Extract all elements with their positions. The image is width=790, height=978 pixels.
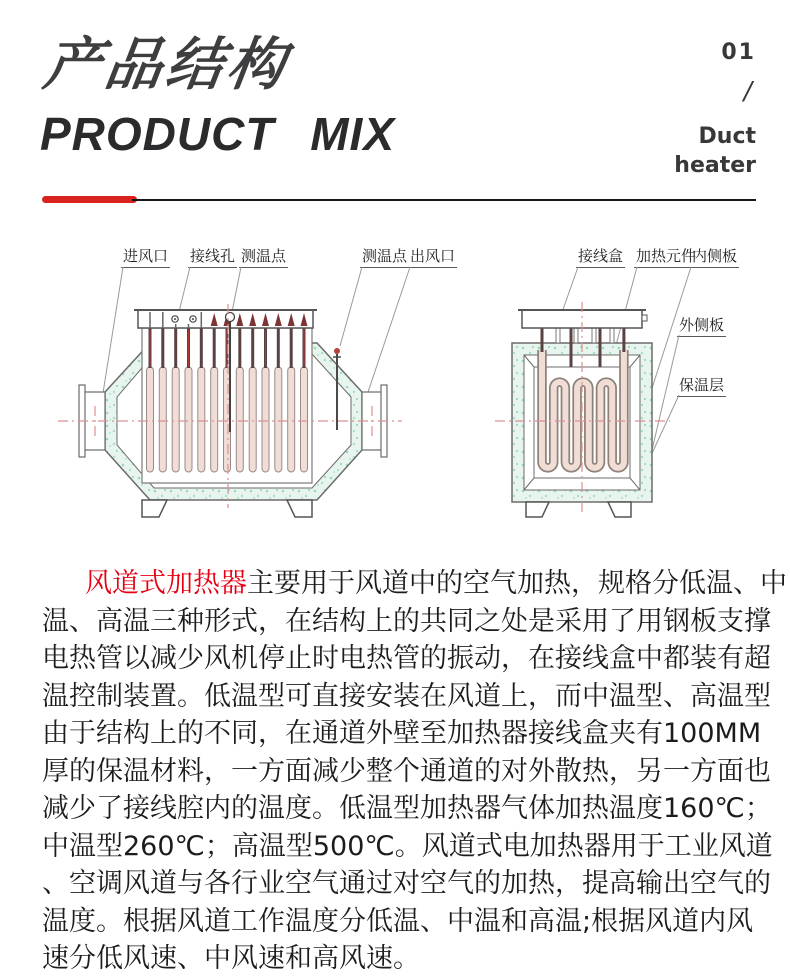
highlighted-product-name: 风道式加热器 (85, 568, 247, 599)
divider-line (132, 199, 756, 201)
body-text-line: 温、高温三种形式，在结构上的共同之处是采用了用钢板支撑 (42, 605, 771, 637)
header-tagline (674, 122, 756, 180)
label-outer-panel: 外侧板 (677, 318, 726, 337)
page-title-english: PRODUCT MIX (40, 108, 395, 160)
product-description (42, 565, 787, 978)
body-text-line: 减少了接线腔内的温度。低温型加热器气体加热温度160℃； (42, 793, 772, 824)
label-temp-point-2: 测温点 (360, 249, 409, 268)
tagline-word-heater: heater (674, 153, 756, 178)
body-text-line (42, 565, 787, 603)
label-air-outlet: 出风口 (408, 249, 457, 268)
label-wiring-hole: 接线孔 (188, 249, 237, 268)
body-text-line: 温度。根据风道工作温度分低温、中温和高温;根据风道内风 (42, 905, 754, 937)
body-text-line: 由于结构上的不同，在通道外壁至加热器接线盒夹有100MM (42, 718, 762, 749)
label-air-inlet: 进风口 (121, 249, 170, 268)
body-text-line: 、空调风道与各行业空气通过对空气的加热，提高输出空气的 (42, 868, 771, 899)
label-insulation-layer: 保温层 (677, 378, 726, 397)
label-inner-panel: 内侧板 (690, 249, 739, 268)
body-text-line: 电热管以减少风机停止时电热管的振动，在接线盒中都装有超 (42, 643, 771, 674)
body-text-line: 速分低风速、中风速和高风速。 (42, 943, 420, 974)
label-heating-element: 加热元件 (634, 249, 698, 268)
duct-heater-technical-drawings (40, 240, 770, 535)
page-title-chinese: 产品结构 (39, 32, 294, 98)
label-temp-point-1: 测温点 (239, 249, 288, 268)
accent-red-bar (42, 196, 137, 203)
label-junction-box: 接线盒 (576, 249, 625, 268)
body-text-line: 厚的保温材料，一方面减少整个通道的对外散热，另一方面也 (42, 755, 771, 787)
right-heater-diagram (495, 302, 670, 517)
slash-separator: / (743, 76, 752, 105)
body-text-line: 中温型260℃；高温型500℃。风道式电加热器用于工业风道 (42, 830, 773, 862)
section-number: 01 (721, 40, 756, 65)
left-heater-diagram (58, 304, 402, 517)
body-text-line: 温控制装置。低温型可直接安装在风道上，而中温型、高温型 (42, 680, 771, 712)
tagline-word-duct: Duct (698, 124, 756, 149)
body-text-segment: 主要用于风道中的空气加热，规格分低温、中 (247, 568, 787, 599)
